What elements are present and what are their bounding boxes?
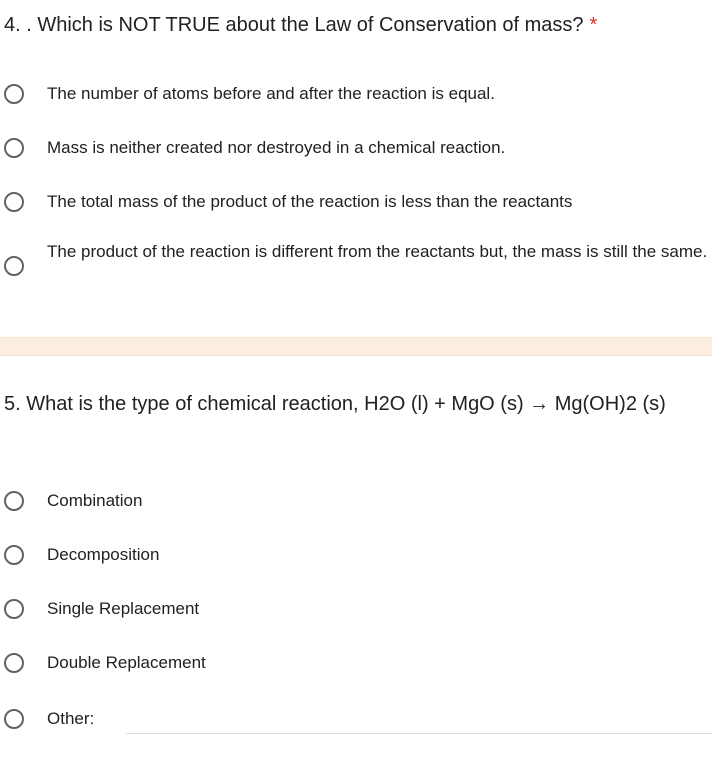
question-4-text: 4. . Which is NOT TRUE about the Law of Conservation of mass?: [4, 14, 584, 36]
radio-unchecked-icon[interactable]: [4, 709, 24, 729]
q4-option-1-label: The number of atoms before and after the reaction is equal.: [47, 84, 495, 103]
q4-option-2-label: Mass is neither created nor destroyed in a chemical reaction.: [47, 138, 506, 157]
radio-unchecked-icon[interactable]: [4, 599, 24, 619]
q4-option-3[interactable]: [0, 181, 712, 221]
question-5-title: 5. What is the type of chemical reaction, H2O (l) + MgO (s) → Mg(OH)2 (s): [4, 393, 666, 415]
q4-option-1[interactable]: [0, 73, 712, 113]
q5-option-decomposition[interactable]: [0, 534, 712, 574]
radio-unchecked-icon[interactable]: [4, 653, 24, 673]
radio-unchecked-icon[interactable]: [4, 138, 24, 158]
q5-option-double-replacement[interactable]: [0, 642, 712, 682]
radio-unchecked-icon[interactable]: [4, 491, 24, 511]
q5-option-4-label: Double Replacement: [47, 653, 206, 672]
q4-option-3-label: The total mass of the product of the reaction is less than the reactants: [47, 192, 573, 211]
radio-unchecked-icon[interactable]: [4, 192, 24, 212]
radio-unchecked-icon[interactable]: [4, 84, 24, 104]
required-asterisk: *: [589, 14, 598, 36]
q5-option-1-label: Combination: [47, 491, 143, 510]
radio-unchecked-icon[interactable]: [4, 545, 24, 565]
q4-option-2[interactable]: [0, 127, 712, 167]
question-4-title: [4, 9, 704, 41]
q4-option-4-label: The product of the reaction is different from the reactants but, the mass is still the same.: [47, 242, 708, 261]
other-text-input[interactable]: [126, 731, 712, 734]
q5-option-2-label: Decomposition: [47, 545, 160, 564]
radio-unchecked-icon[interactable]: [4, 256, 24, 276]
q5-option-5-label: Other:: [47, 709, 95, 728]
q5-option-combination[interactable]: [0, 480, 712, 520]
section-divider: [0, 337, 712, 356]
q4-option-4[interactable]: [0, 236, 712, 296]
q5-option-3-label: Single Replacement: [47, 599, 200, 618]
q5-option-single-replacement[interactable]: [0, 588, 712, 628]
